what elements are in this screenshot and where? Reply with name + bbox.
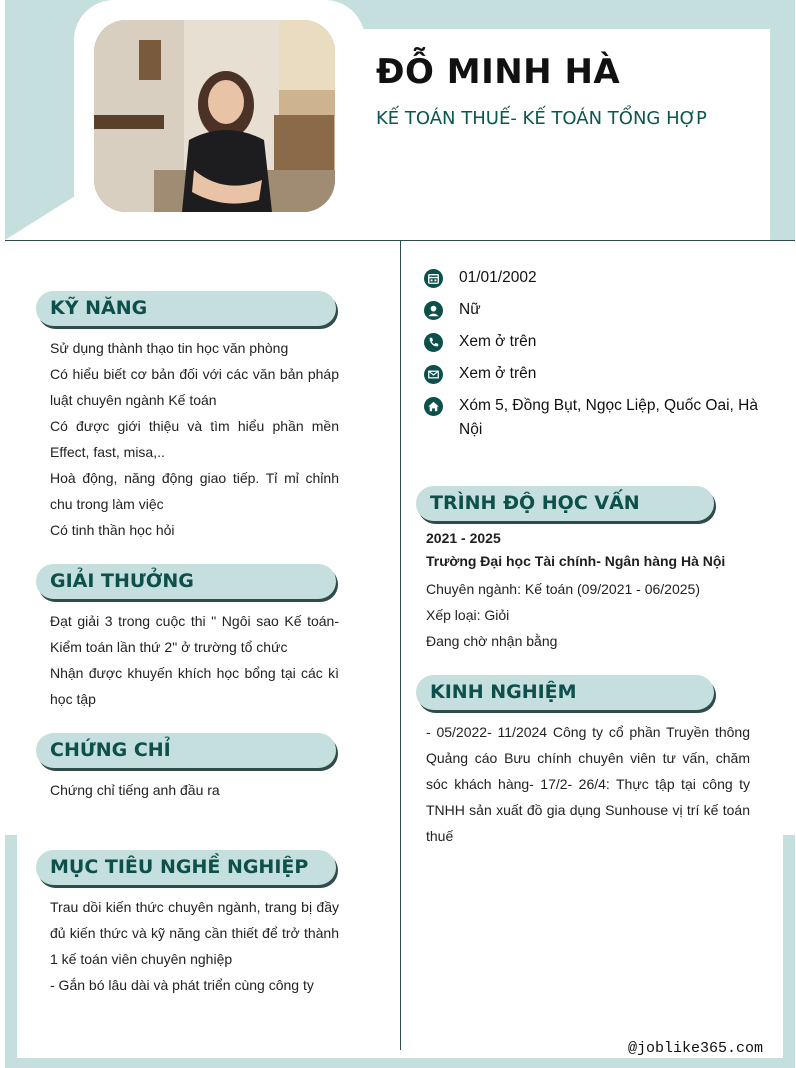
gender-row — [424, 298, 481, 322]
list-item: Xếp loại: Giỏi — [426, 607, 510, 623]
list-item: Có được giới thiệu và tìm hiểu phần mền Effect, fast, misa,.. — [50, 418, 339, 460]
experience-heading-label: KINH NGHIỆM — [430, 681, 577, 703]
awards-list — [50, 608, 339, 712]
profile-photo — [94, 20, 335, 212]
header-notch — [5, 196, 75, 240]
mail-icon — [424, 365, 443, 384]
skills-list — [50, 335, 339, 543]
address-row — [424, 394, 764, 442]
footer-border-bottom — [5, 1058, 795, 1068]
education-heading — [416, 486, 714, 521]
education-school: Trường Đại học Tài chính- Ngân hàng Hà Nội — [426, 553, 726, 569]
address-value: Xóm 5, Đồng Bụt, Ngọc Liệp, Quốc Oai, Hà Nội — [459, 397, 758, 438]
home-icon — [424, 397, 443, 416]
candidate-name: ĐỖ MINH HÀ — [376, 52, 621, 92]
education-details — [426, 576, 756, 654]
certificates-heading — [36, 733, 336, 768]
watermark: @joblike365.com — [628, 1040, 764, 1057]
phone-value: Xem ở trên — [459, 333, 537, 350]
list-item: Trau dồi kiến thức chuyên ngành, trang bị đầy đủ kiến thức và kỹ năng cần thiết để trở thành 1 kế toán viên chuyên nghiệp — [50, 899, 339, 967]
skills-heading-label: KỸ NĂNG — [50, 297, 148, 319]
phone-row — [424, 330, 536, 354]
experience-heading — [416, 675, 714, 710]
list-item: Chứng chỉ tiếng anh đầu ra — [50, 782, 220, 798]
list-item: Chuyên ngành: Kế toán (09/2021 - 06/2025) — [426, 581, 700, 597]
experience-text: - 05/2022- 11/2024 Công ty cổ phần Truyền thông Quảng cáo Bưu chính chuyên viên tư vấn, chăm sóc khách hàng- 17/2- 26/4: Thực tập tại công ty TNHH sản xuất đồ gia dụng Sunhouse vị trí kế toán thuế — [426, 724, 750, 844]
list-item: Sử dụng thành thạo tin học văn phòng — [50, 340, 289, 356]
email-value: Xem ở trên — [459, 365, 537, 382]
awards-heading-label: GIẢI THƯỞNG — [50, 570, 194, 592]
certificates-heading-label: CHỨNG CHỈ — [50, 739, 171, 761]
objective-list — [50, 894, 339, 998]
certificates-list — [50, 777, 339, 803]
footer-border-left — [5, 835, 17, 1068]
birthdate-value: 01/01/2002 — [459, 269, 537, 286]
phone-icon — [424, 333, 443, 352]
list-item: Có tinh thần học hỏi — [50, 522, 175, 538]
objective-heading — [36, 850, 336, 885]
education-years: 2021 - 2025 — [426, 530, 501, 546]
education-heading-label: TRÌNH ĐỘ HỌC VẤN — [430, 492, 640, 514]
calendar-icon — [424, 269, 443, 288]
awards-heading — [36, 564, 336, 599]
email-row — [424, 362, 536, 386]
list-item: - Gắn bó lâu dài và phát triển cùng công ty — [50, 977, 314, 993]
list-item: Đang chờ nhận bằng — [426, 633, 558, 649]
list-item: Có hiểu biết cơ bản đối với các văn bản pháp luật chuyên ngành Kế toán — [50, 366, 339, 408]
list-item: Đạt giải 3 trong cuộc thi " Ngôi sao Kế toán- Kiểm toán lần thứ 2" ở trường tổ chức — [50, 613, 339, 655]
user-icon — [424, 301, 443, 320]
list-item: Hoà động, năng động giao tiếp. Tỉ mỉ chỉnh chu trong làm việc — [50, 470, 339, 512]
list-item: Nhận được khuyến khích học bổng tại các kì học tập — [50, 665, 339, 707]
column-divider — [400, 240, 401, 1050]
experience-text-block — [426, 719, 750, 849]
birthdate-row — [424, 266, 537, 290]
skills-heading — [36, 291, 336, 326]
footer-border-right — [783, 835, 795, 1068]
job-title: KẾ TOÁN THUẾ- KẾ TOÁN TỔNG HỢP — [376, 108, 707, 129]
objective-heading-label: MỤC TIÊU NGHỀ NGHIỆP — [50, 856, 309, 878]
gender-value: Nữ — [459, 301, 481, 318]
